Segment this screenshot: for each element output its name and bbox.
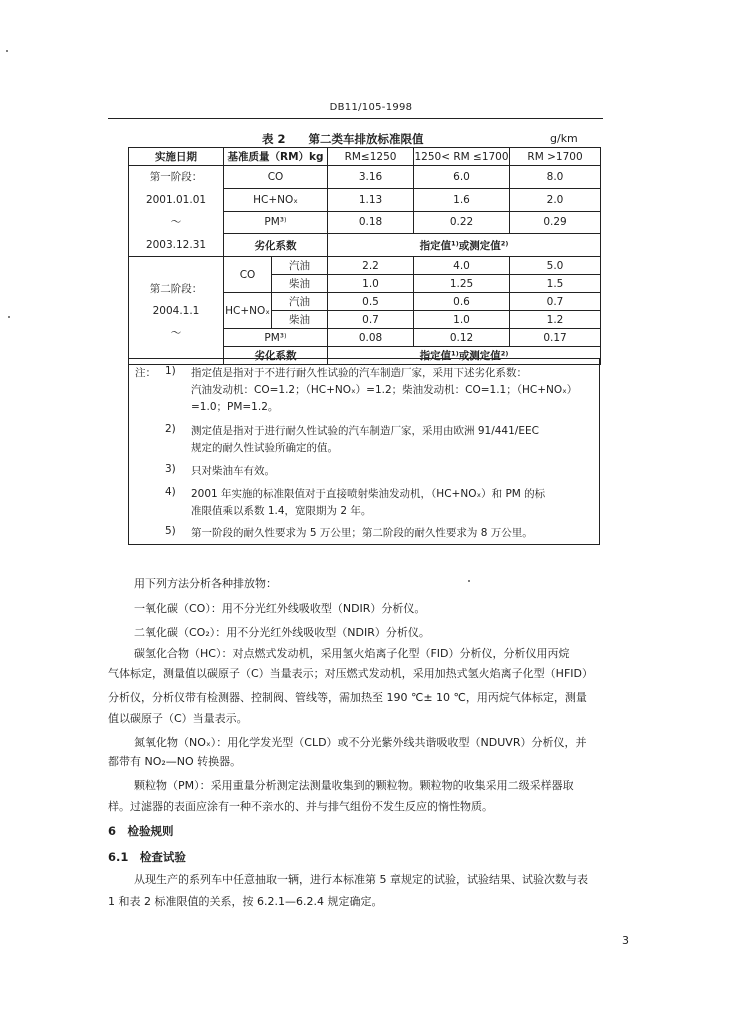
hc-method-line: 气体标定，测量值以碳原子（C）当量表示；对压燃式发动机，采用加热式氢火焰离子化型（HFID） xyxy=(108,667,593,680)
value-cell: 1.25 xyxy=(414,275,510,293)
value-cell: 2.0 xyxy=(510,188,601,211)
table-header-row xyxy=(129,148,601,166)
pm-method-line: 颗粒物（PM）：采用重量分析测定法测量收集到的颗粒物。颗粒物的收集采用二级采样器取 xyxy=(134,779,574,792)
value-cell: 1.6 xyxy=(414,188,510,211)
value-cell: 1.0 xyxy=(328,275,414,293)
value-cell: 4.0 xyxy=(414,257,510,275)
value-cell: 0.17 xyxy=(510,329,601,347)
note-4-line: 2001 年实施的标准限值对于直接喷射柴油发动机，（HC+NOₓ）和 PM 的标 xyxy=(191,488,546,500)
stage2-date-cell xyxy=(129,257,224,365)
note-5-line: 第一阶段的耐久性要求为 5 万公里；第二阶段的耐久性要求为 8 万公里。 xyxy=(191,527,533,539)
value-cell: 0.18 xyxy=(328,211,414,234)
hc-method-line: 碳氢化合物（HC）：对点燃式发动机，采用氢火焰离子化型（FID）分析仪，分析仪用丙烷 xyxy=(134,647,570,660)
header-cell-date: 实施日期 xyxy=(129,148,224,166)
note-5-number: 5) xyxy=(165,525,176,537)
pollutant-cell: PM³⁾ xyxy=(224,211,328,234)
note-1-line: 汽油发动机：CO=1.2；（HC+NOₓ）=1.2；柴油发动机：CO=1.1；（HC+NOₓ） xyxy=(191,384,578,396)
table-unit: g/km xyxy=(550,132,578,145)
pm-method-line: 样。过滤器的表面应涂有一种不亲水的、并与排气组份不发生反应的惰性物质。 xyxy=(108,800,493,813)
scan-speck xyxy=(6,50,8,52)
value-cell: 2.2 xyxy=(328,257,414,275)
pollutant-cell: PM³⁾ xyxy=(224,329,328,347)
value-cell: 1.13 xyxy=(328,188,414,211)
note-3-line: 只对柴油车有效。 xyxy=(191,465,275,477)
scan-speck xyxy=(8,316,10,318)
scan-speck xyxy=(468,580,470,582)
section-6-1-heading: 6.1 检查试验 xyxy=(108,850,186,864)
note-4-line: 准限值乘以系数 1.4，宽限期为 2 年。 xyxy=(191,505,372,517)
stage2-start-date: 2004.1.1 xyxy=(152,304,200,317)
note-3-number: 3) xyxy=(165,463,176,475)
note-4-number: 4) xyxy=(165,486,176,498)
value-cell: 5.0 xyxy=(510,257,601,275)
stage2-label: 第二阶段： xyxy=(149,282,203,295)
deterioration-value: 指定值¹⁾或测定值²⁾ xyxy=(328,234,601,257)
nox-method-line: 都带有 NO₂—NO 转换器。 xyxy=(108,755,242,768)
note-2-number: 2) xyxy=(165,423,176,435)
value-cell: 0.5 xyxy=(328,293,414,311)
header-cell-mass-low: RM≤1250 xyxy=(328,148,414,166)
value-cell: 6.0 xyxy=(414,166,510,189)
co2-method: 二氧化碳（CO₂）：用不分光红外线吸收型（NDIR）分析仪。 xyxy=(134,626,430,639)
header-cell-mass-mid: 1250< RM ≤1700 xyxy=(414,148,510,166)
stage1-tilde: ～ xyxy=(170,216,182,228)
header-cell-mass-high: RM >1700 xyxy=(510,148,601,166)
stage1-start-date: 2001.01.01 xyxy=(145,193,207,206)
value-cell: 3.16 xyxy=(328,166,414,189)
value-cell: 0.29 xyxy=(510,211,601,234)
value-cell: 1.5 xyxy=(510,275,601,293)
value-cell: 0.7 xyxy=(510,293,601,311)
note-1-number: 1) xyxy=(165,365,176,377)
value-cell: 0.7 xyxy=(328,311,414,329)
co-method: 一氧化碳（CO）：用不分光红外线吸收型（NDIR）分析仪。 xyxy=(134,602,426,615)
fuel-cell: 汽油 xyxy=(272,293,328,311)
fuel-cell: 柴油 xyxy=(272,275,328,293)
stage1-label: 第一阶段： xyxy=(149,171,203,183)
value-cell: 8.0 xyxy=(510,166,601,189)
note-2-line: 规定的耐久性试验所确定的值。 xyxy=(191,442,338,454)
deterioration-label: 劣化系数 xyxy=(224,347,328,365)
value-cell: 0.12 xyxy=(414,329,510,347)
note-2-line: 测定值是指对于进行耐久性试验的汽车制造厂家，采用由欧洲 91/441/EEC xyxy=(191,425,539,437)
note-1-line: =1.0；PM=1.2。 xyxy=(191,401,279,413)
document-code-header: DB11/105-1998 xyxy=(329,102,413,113)
deterioration-label: 劣化系数 xyxy=(224,234,328,257)
emission-limits-table xyxy=(128,147,601,365)
pollutant-cell: CO xyxy=(224,166,328,189)
section-6-1-paragraph-line: 1 和表 2 标准限值的关系，按 6.2.1—6.2.4 规定确定。 xyxy=(108,895,383,908)
value-cell: 1.2 xyxy=(510,311,601,329)
stage1-end-date: 2003.12.31 xyxy=(145,238,207,251)
value-cell: 0.6 xyxy=(414,293,510,311)
hc-method-line: 值以碳原子（C）当量表示。 xyxy=(108,712,248,725)
section-6-heading: 6 检验规则 xyxy=(108,824,174,838)
deterioration-value: 指定值¹⁾或测定值²⁾ xyxy=(328,347,601,365)
stage1-date-cell xyxy=(129,166,224,257)
pollutant-cell: CO xyxy=(224,257,272,293)
fuel-cell: 汽油 xyxy=(272,257,328,275)
page-number: 3 xyxy=(622,934,629,947)
note-1-line: 指定值是指对于不进行耐久性试验的汽车制造厂家，采用下述劣化系数： xyxy=(191,367,527,379)
table-caption: 表 2 第二类车排放标准限值 xyxy=(262,132,424,146)
table-row xyxy=(129,166,601,189)
analysis-intro: 用下列方法分析各种排放物： xyxy=(134,577,277,590)
header-rule xyxy=(108,118,603,119)
notes-prefix: 注： xyxy=(135,367,156,379)
pollutant-cell: HC+NOₓ xyxy=(224,293,272,329)
value-cell: 1.0 xyxy=(414,311,510,329)
value-cell: 0.22 xyxy=(414,211,510,234)
table-notes xyxy=(128,358,600,545)
section-6-1-paragraph-line: 从现生产的系列车中任意抽取一辆，进行本标准第 5 章规定的试验，试验结果、试验次数与表 xyxy=(134,873,588,886)
nox-method-line: 氮氧化物（NOₓ）：用化学发光型（CLD）或不分光紫外线共谐吸收型（NDUVR）分析仪，并 xyxy=(134,736,587,749)
header-cell-mass: 基准质量（RM）kg xyxy=(224,148,328,166)
fuel-cell: 柴油 xyxy=(272,311,328,329)
hc-method-line: 分析仪，分析仪带有检测器、控制阀、管线等，需加热至 190 ℃± 10 ℃，用丙烷气体标定，测量 xyxy=(108,691,587,704)
stage2-tilde: ～ xyxy=(170,326,182,339)
table-row xyxy=(129,257,601,275)
value-cell: 0.08 xyxy=(328,329,414,347)
pollutant-cell: HC+NOₓ xyxy=(224,188,328,211)
